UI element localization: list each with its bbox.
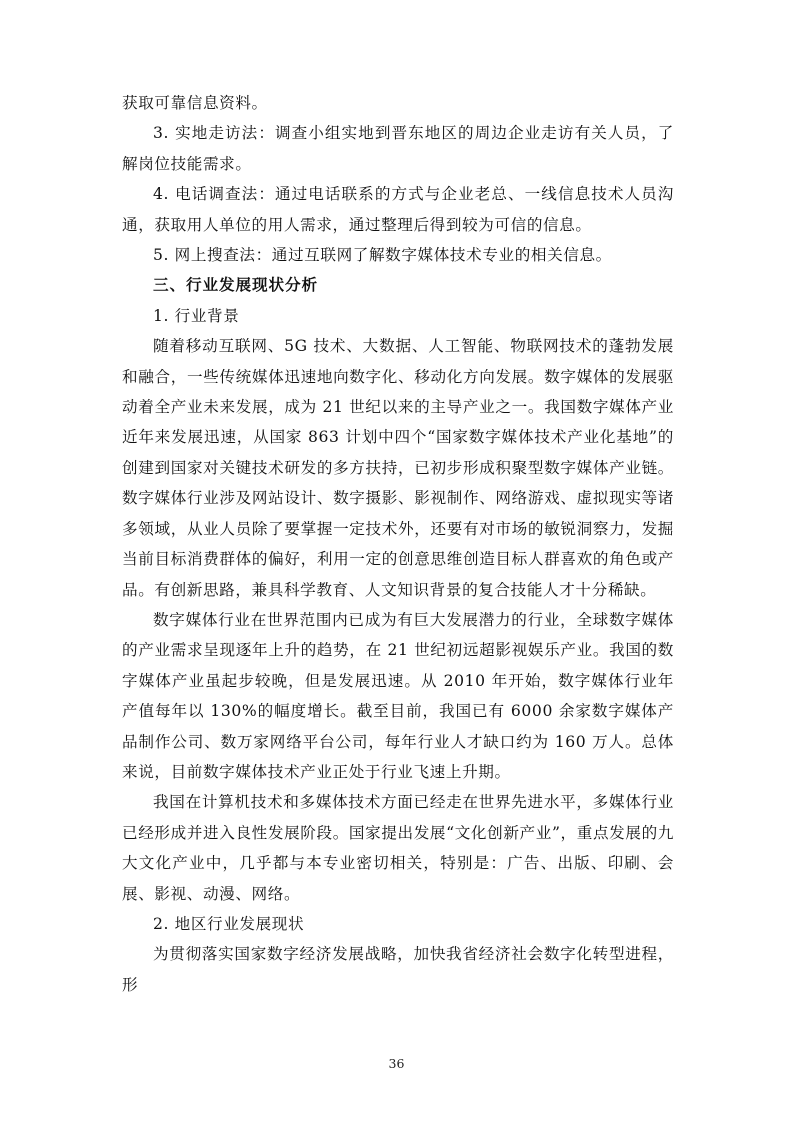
subheading-industry-background: 1. 行业背景 [153, 306, 240, 325]
subheading-regional-status: 2. 地区行业发展现状 [153, 914, 305, 933]
paragraph-industry-background: 随着移动互联网、5G 技术、大数据、人工智能、物联网技术的蓬勃发展和融合，一些传统媒体迅速地向数字化、移动化方向发展。数字媒体的发展驱动着全产业未来发展，成为 21 世纪以来的主导产业之一。我国数字媒体产业近年来发展迅速，从国家 863 计划中四个“国家数字媒体技术产业化基地”的创建到国家对关键技术研发的多方扶持，已初步形成积聚型数字媒体产业链。数字媒体行业涉及网站设计、数字摄影、影视制作、网络游戏、虚拟现实等诸多领域，从业人员除了要掌握一定技术外，还要有对市场的敏锐洞察力，发掘当前目标消费群体的偏好，利用一定的创意思维创造目标人群喜欢的角色或产品。有创新思路，兼具科学教育、人文知识背景的复合技能人才十分稀缺。 [122, 337, 674, 599]
paragraph-global-market: 数字媒体行业在世界范围内已成为有巨大发展潜力的行业，全球数字媒体的产业需求呈现逐年上升的趋势，在 21 世纪初远超影视娱乐产业。我国的数字媒体产业虽起步较晚，但是发展迅速。从 2010 年开始，数字媒体行业年产值每年以 130%的幅度增长。截至目前，我国已有 6000 余家数字媒体产品制作公司、数万家网络平台公司，每年行业人才缺口约为 160 万人。总体来说，目前数字媒体技术产业正处于行业飞速上升期。 [122, 610, 674, 781]
paragraph-regional-status: 为贯彻落实国家数字经济发展战略，加快我省经济社会数字化转型进程，形 [122, 945, 674, 994]
paragraph-field-visit-method: 3. 实地走访法：调查小组实地到晋东地区的周边企业走访有关人员，了解岗位技能需求。 [122, 124, 674, 173]
paragraph-continuation: 获取可靠信息资料。 [122, 94, 268, 112]
page-number: 36 [388, 1056, 405, 1071]
paragraph-phone-survey-method: 4. 电话调查法：通过电话联系的方式与企业老总、一线信息技术人员沟通，获取用人单位的用人需求，通过整理后得到较为可信的信息。 [122, 185, 674, 234]
paragraph-online-search-method: 5. 网上搜查法：通过互联网了解数字媒体技术专业的相关信息。 [153, 246, 612, 265]
paragraph-national-status: 我国在计算机技术和多媒体技术方面已经走在世界先进水平，多媒体行业已经形成并进入良性发展阶段。国家提出发展“文化创新产业”，重点发展的九大文化产业中，几乎都与本专业密切相关，特别是：广告、出版、印刷、会展、影视、动漫、网络。 [122, 793, 674, 903]
body-text [122, 88, 674, 1000]
section-heading: 三、行业发展现状分析 [153, 276, 318, 295]
